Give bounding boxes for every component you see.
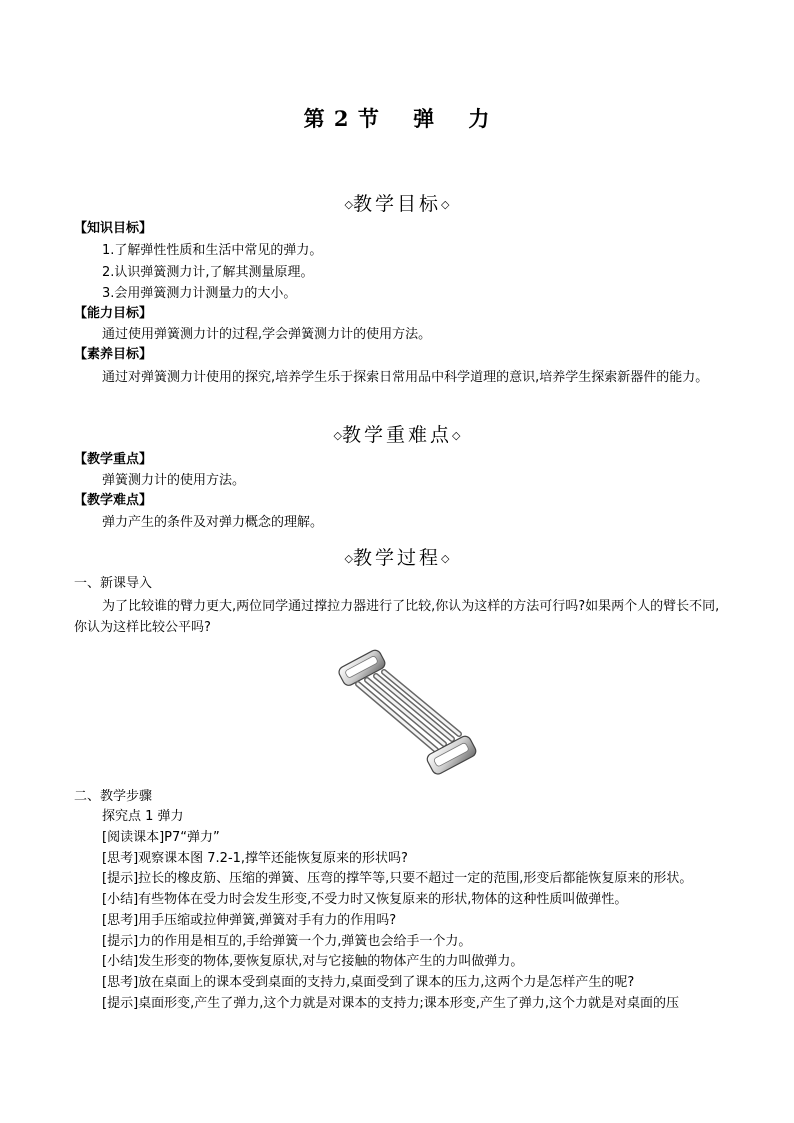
read-textbook-line: [阅读课本]P7“弹力” bbox=[102, 830, 220, 845]
diamond-icon: ◇ bbox=[344, 198, 353, 211]
summary-line-2: [小结]发生形变的物体,要恢复原状,对与它接触的物体产生的力叫做弹力。 bbox=[102, 954, 524, 969]
new-lesson-intro-text: 为了比较谁的臂力更大,两位同学通过撑拉力器进行了比较,你认为这样的方法可行吗?如果两个人的臂长不同,你认为这样比较公平吗? bbox=[74, 599, 720, 635]
ability-goal-text: 通过使用弹簧测力计的过程,学会弹簧测力计的使用方法。 bbox=[102, 327, 432, 342]
diamond-icon: ◇ bbox=[441, 198, 450, 211]
hint-line-2: [提示]力的作用是相互的,手给弹簧一个力,弹簧也会给手一个力。 bbox=[102, 934, 472, 949]
hint-line-3: [提示]桌面形变,产生了弹力,这个力就是对课本的支持力;课本形变,产生了弹力,这个力就是对桌面的压 bbox=[102, 996, 680, 1011]
ability-goal-label: 【能力目标】 bbox=[74, 306, 153, 321]
diamond-icon: ◇ bbox=[452, 429, 461, 442]
section-heading-objectives bbox=[0, 189, 794, 216]
inquiry-point-1: 探究点 1 弹力 bbox=[102, 809, 184, 824]
hint-line-1: [提示]拉长的橡皮筋、压缩的弹簧、压弯的撑竿等,只要不超过一定的范围,形变后都能恢复原来的形状。 bbox=[102, 871, 693, 886]
teaching-steps-label: 二、教学步骤 bbox=[74, 789, 153, 804]
think-line-1: [思考]观察课本图 7.2-1,撑竿还能恢复原来的形状吗? bbox=[102, 851, 408, 866]
knowledge-item-1: 1.了解弹性性质和生活中常见的弹力。 bbox=[102, 243, 323, 258]
section-heading-key-points bbox=[0, 420, 794, 447]
diamond-icon: ◇ bbox=[344, 552, 353, 565]
teaching-focus-text: 弹簧测力计的使用方法。 bbox=[102, 473, 246, 488]
section-heading-process bbox=[0, 543, 794, 570]
new-lesson-intro-label: 一、新课导入 bbox=[74, 576, 153, 591]
literacy-goal-text: 通过对弹簧测力计使用的探究,培养学生乐于探索日常用品中科学道理的意识,培养学生探索新器件的能力。 bbox=[102, 370, 709, 385]
teaching-difficulty-text: 弹力产生的条件及对弹力概念的理解。 bbox=[102, 515, 324, 530]
diamond-icon: ◇ bbox=[441, 552, 450, 565]
page-title: 第 2 节 弹 力 bbox=[303, 106, 491, 131]
teaching-difficulty-label: 【教学难点】 bbox=[74, 493, 153, 508]
knowledge-item-3: 3.会用弹簧测力计测量力的大小。 bbox=[102, 286, 297, 301]
knowledge-goal-label: 【知识目标】 bbox=[74, 221, 153, 236]
chest-expander-image bbox=[336, 644, 482, 780]
teaching-focus-label: 【教学重点】 bbox=[74, 452, 153, 467]
literacy-goal-label: 【素养目标】 bbox=[74, 347, 153, 362]
summary-line-1: [小结]有些物体在受力时会发生形变,不受力时又恢复原来的形状,物体的这种性质叫做弹性。 bbox=[102, 892, 628, 907]
think-line-3: [思考]放在桌面上的课本受到桌面的支持力,桌面受到了课本的压力,这两个力是怎样产生的呢? bbox=[102, 975, 635, 990]
section-title-objectives: 教学目标 bbox=[352, 193, 441, 215]
knowledge-item-2: 2.认识弹簧测力计,了解其测量原理。 bbox=[102, 265, 314, 280]
think-line-2: [思考]用手压缩或拉伸弹簧,弹簧对手有力的作用吗? bbox=[102, 913, 397, 928]
diamond-icon: ◇ bbox=[333, 429, 342, 442]
section-title-key-points: 教学重难点 bbox=[341, 424, 452, 446]
section-title-process: 教学过程 bbox=[352, 547, 441, 569]
